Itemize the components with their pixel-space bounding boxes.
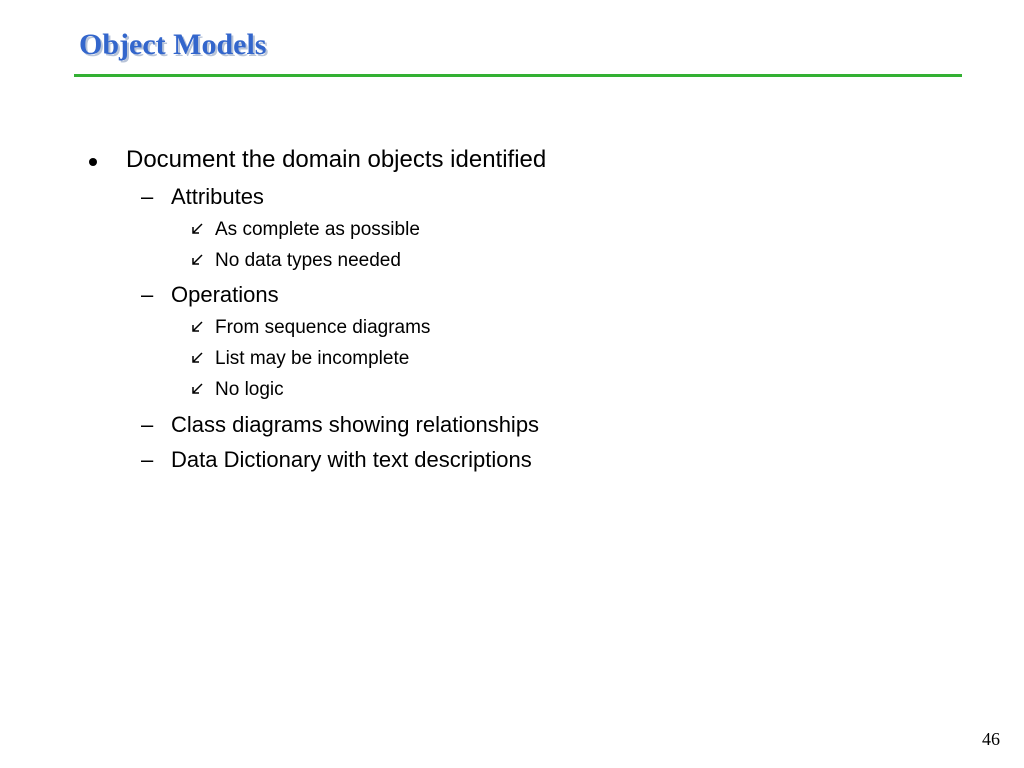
title-underline xyxy=(74,74,962,77)
slide-title: Object Models xyxy=(79,28,267,61)
bullet-item: Document the domain objects identified xyxy=(126,146,547,173)
page-number: 46 xyxy=(982,729,1000,749)
dash-marker: – xyxy=(141,184,154,209)
arrow-down-left-icon xyxy=(190,222,204,236)
arrow-down-left-icon xyxy=(190,351,204,365)
sub-point: List may be incomplete xyxy=(215,348,410,369)
dash-marker: – xyxy=(141,447,154,472)
sub-point: No data types needed xyxy=(215,250,401,271)
bullet-dot-icon xyxy=(89,158,97,166)
arrow-down-left-icon xyxy=(190,320,204,334)
sub-point: As complete as possible xyxy=(215,219,420,240)
sub-item: Operations xyxy=(171,282,279,307)
sub-item: Data Dictionary with text descriptions xyxy=(171,447,532,472)
arrow-down-left-icon xyxy=(190,253,204,267)
sub-item: Attributes xyxy=(171,184,264,209)
sub-item: Class diagrams showing relationships xyxy=(171,412,540,437)
arrow-down-left-icon xyxy=(190,382,204,396)
dash-marker: – xyxy=(141,282,154,307)
sub-point: No logic xyxy=(215,379,284,400)
sub-point: From sequence diagrams xyxy=(215,317,431,338)
dash-marker: – xyxy=(141,412,154,437)
